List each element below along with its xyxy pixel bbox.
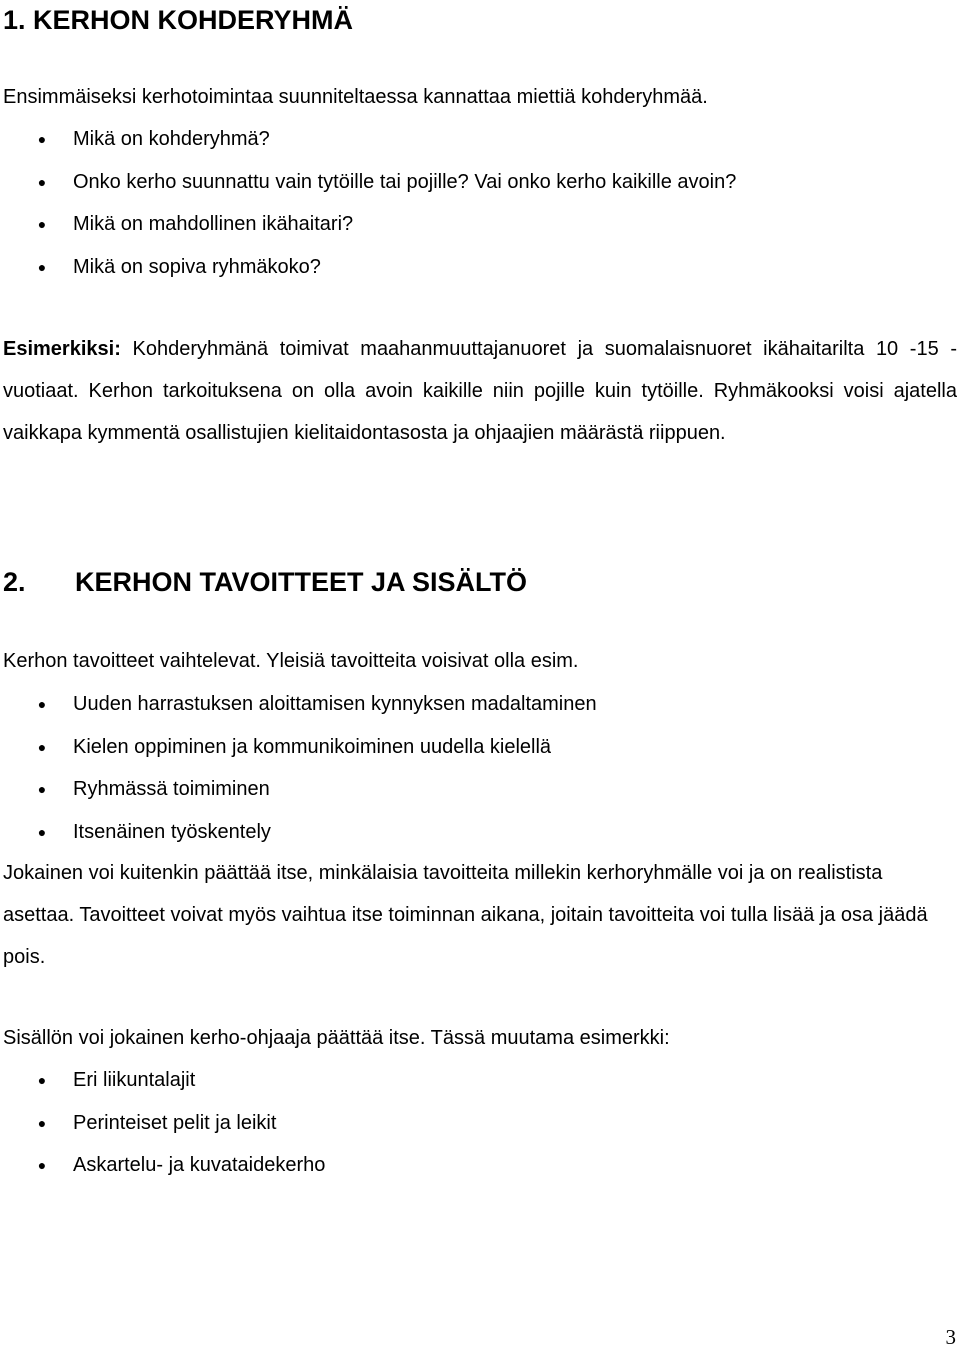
target-group-questions-list xyxy=(0,118,736,288)
list-item: ● Mikä on mahdollinen ikähaitari? xyxy=(0,203,736,246)
bullet-icon: ● xyxy=(37,823,47,840)
section-2-number: 2. xyxy=(3,567,26,597)
list-item: ● Mikä on sopiva ryhmäkoko? xyxy=(0,246,736,289)
section-2-heading xyxy=(3,566,527,598)
goals-list xyxy=(0,683,597,853)
example-text: Kohderyhmänä toimivat maahanmuuttajanuoret ja suomalaisnuoret ikähaitarilta 10 -15 -vuotiaat. Kerhon tarkoituksena on olla avoin kaikille niin pojille kuin tytöille. Ryhmäkooksi voisi ajatella vaikkapa kymmentä osallistujien kielitaidontasosta ja ohjaajien määrästä riippuen. xyxy=(3,338,957,444)
list-item: ● Mikä on kohderyhmä? xyxy=(0,118,736,161)
bullet-icon: ● xyxy=(37,1114,47,1131)
bullet-icon: ● xyxy=(37,173,47,190)
goals-note: Jokainen voi kuitenkin päättää itse, minkälaisia tavoitteita millekin kerhoryhmälle voi ja on realistista asettaa. Tavoitteet voivat myös vaihtua itse toiminnan aikana, joitain tavoitteita voi tulla lisää ja osa jäädä pois. xyxy=(3,862,928,968)
bullet-icon: ● xyxy=(37,1072,47,1088)
bullet-icon: ● xyxy=(37,131,47,147)
bullet-icon: ● xyxy=(37,258,47,275)
example-paragraph xyxy=(3,328,957,454)
bullet-icon: ● xyxy=(37,781,47,797)
list-item: ● Uuden harrastuksen aloittamisen kynnyksen madaltaminen xyxy=(0,683,597,726)
section-1-intro: Ensimmäiseksi kerhotoimintaa suunniteltaessa kannattaa miettiä kohderyhmää. xyxy=(3,86,708,108)
bullet-icon: ● xyxy=(37,1157,47,1173)
list-item: ● Onko kerho suunnattu vain tytöille tai pojille? Vai onko kerho kaikille avoin? xyxy=(0,161,736,204)
bullet-icon: ● xyxy=(37,216,47,232)
section-1-heading: 1. KERHON KOHDERYHMÄ xyxy=(3,5,354,35)
list-item: ● Perinteiset pelit ja leikit xyxy=(0,1102,325,1145)
list-item: ● Kielen oppiminen ja kommunikoiminen uudella kielellä xyxy=(0,726,597,769)
list-item: ● Ryhmässä toimiminen xyxy=(0,768,597,811)
list-item: ● Askartelu- ja kuvataidekerho xyxy=(0,1144,325,1187)
goals-intro: Kerhon tavoitteet vaihtelevat. Yleisiä tavoitteita voisivat olla esim. xyxy=(3,650,579,672)
list-item: ● Eri liikuntalajit xyxy=(0,1059,325,1102)
list-item: ● Itsenäinen työskentely xyxy=(0,811,597,854)
page-number: 3 xyxy=(945,1325,956,1349)
bullet-icon: ● xyxy=(37,738,47,755)
content-examples-list xyxy=(0,1059,325,1187)
example-label: Esimerkiksi: xyxy=(3,338,121,360)
content-intro: Sisällön voi jokainen kerho-ohjaaja päättää itse. Tässä muutama esimerkki: xyxy=(3,1027,670,1049)
bullet-icon: ● xyxy=(37,696,47,712)
section-2-title: KERHON TAVOITTEET JA SISÄLTÖ xyxy=(75,567,528,597)
